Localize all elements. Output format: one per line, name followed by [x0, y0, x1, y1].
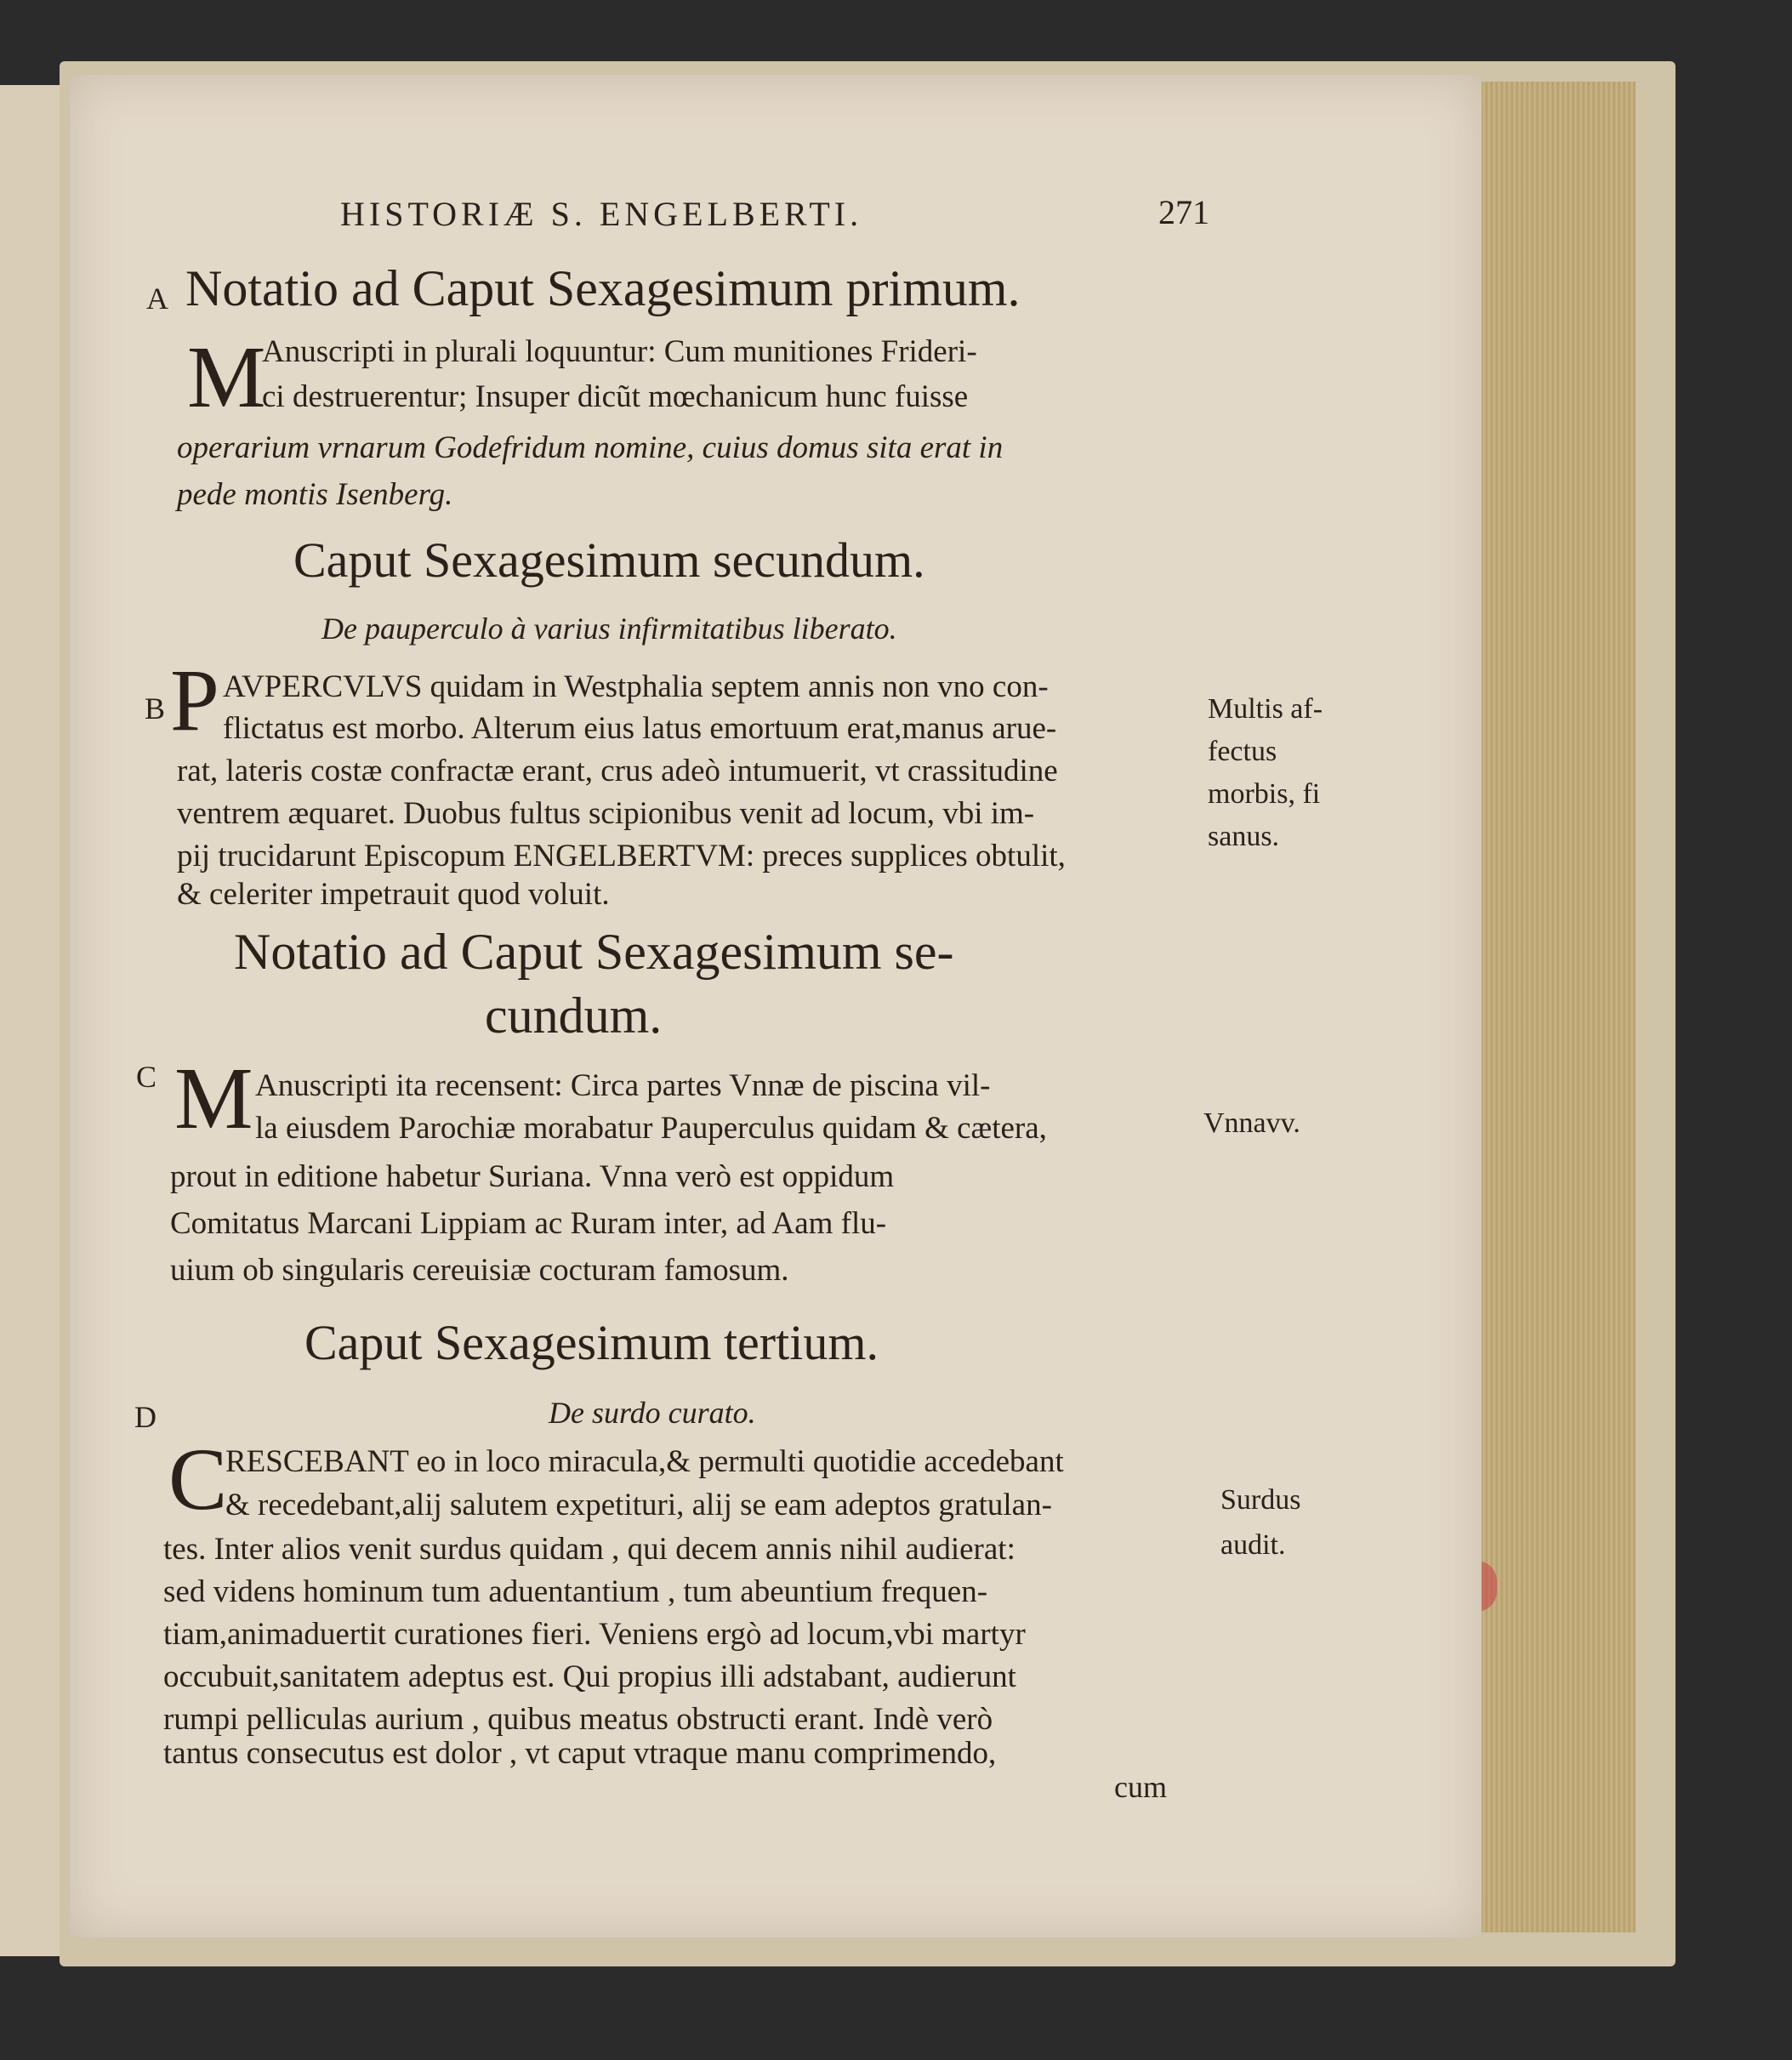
dropcap-m-2: M — [174, 1050, 253, 1147]
catchword: cum — [1114, 1770, 1167, 1804]
section-letter-b: B — [145, 691, 166, 726]
caput-63-title: Caput Sexagesimum tertium. — [304, 1315, 879, 1370]
notatio-62-title-1: Notatio ad Caput Sexagesimum se- — [234, 924, 954, 980]
margin-note-vnna: Vnnavv. — [1203, 1107, 1300, 1139]
margin-note-62-2: fectus — [1208, 736, 1277, 767]
caput-63-line-7: rumpi pelliculas aurium , quibus meatus obstructi erant. Indè verò — [163, 1702, 993, 1737]
margin-note-63-2: audit. — [1220, 1529, 1286, 1561]
dropcap-p: P — [170, 652, 219, 749]
caput-63-line-1: RESCEBANT eo in loco miracula,& permulti quotidie accedebant — [225, 1444, 1064, 1479]
caput-63-line-2: & recedebant,alij salutem expetituri, alij se eam adeptos gratulan- — [225, 1488, 1052, 1522]
margin-note-62-4: sanus. — [1208, 821, 1280, 852]
notatio-62-line-2: la eiusdem Parochiæ morabatur Pauperculus quidam & cætera, — [255, 1111, 1047, 1146]
caput-62-title: Caput Sexagesimum secundum. — [293, 532, 925, 588]
page-number: 271 — [1158, 193, 1209, 231]
caput-62-line-5: pij trucidarunt Episcopum ENGELBERTVM: preces supplices obtulit, — [177, 839, 1066, 874]
notatio-61-line-4: pede montis Isenberg. — [177, 477, 453, 512]
fore-edge — [1471, 82, 1636, 1932]
notatio-61-line-1: Anuscripti in plurali loquuntur: Cum munitiones Frideri- — [262, 334, 977, 369]
caput-62-line-6: & celeriter impetrauit quod voluit. — [177, 877, 610, 912]
caput-62-line-4: ventrem æquaret. Duobus fultus scipionibus venit ad locum, vbi im- — [177, 796, 1035, 831]
section-letter-c: C — [136, 1060, 157, 1094]
running-head: HISTORIÆ S. ENGELBERTI. — [340, 195, 863, 233]
notatio-62-line-4: Comitatus Marcani Lippiam ac Ruram inter, ad Aam flu- — [170, 1206, 887, 1241]
notatio-62-title-2: cundum. — [485, 987, 663, 1044]
caput-62-line-1: AVPERCVLVS quidam in Westphalia septem annis non vno con- — [223, 669, 1049, 704]
notatio-62-line-1: Anuscripti ita recensent: Circa partes Vnnæ de piscina vil- — [255, 1068, 991, 1103]
dropcap-m-1: M — [187, 328, 266, 426]
caput-63-line-5: tiam,animaduertit curationes fieri. Veniens ergò ad locum,vbi martyr — [163, 1617, 1026, 1652]
notatio-61-line-3: operarium vrnarum Godefridum nomine, cuius domus sita erat in — [177, 430, 1004, 465]
caput-63-line-3: tes. Inter alios venit surdus quidam , qui decem annis nihil audierat: — [163, 1532, 1015, 1567]
margin-note-63-1: Surdus — [1220, 1484, 1301, 1516]
left-page-edge — [0, 85, 65, 1956]
caput-62-line-3: rat, lateris costæ confractæ erant, crus adeò intumuerit, vt crassitudine — [177, 754, 1058, 788]
margin-note-62-3: morbis, fi — [1208, 778, 1321, 810]
caput-62-line-2: flictatus est morbo. Alterum eius latus emortuum erat,manus arue- — [223, 711, 1057, 746]
section-letter-a: A — [146, 282, 168, 316]
notatio-62-line-3: prout in editione habetur Suriana. Vnna verò est oppidum — [170, 1159, 895, 1194]
caput-63-line-6: occubuit,sanitatem adeptus est. Qui propius illi adstabant, audierunt — [163, 1659, 1016, 1694]
notatio-61-line-2: ci destruerentur; Insuper dicũt mœchanicum hunc fuisse — [262, 379, 969, 414]
notatio-61-title: Notatio ad Caput Sexagesimum primum. — [185, 260, 1021, 316]
caput-63-line-8: tantus consecutus est dolor , vt caput vtraque manu comprimendo, — [163, 1736, 997, 1771]
caput-63-subtitle: De surdo curato. — [549, 1396, 756, 1430]
notatio-62-line-5: uium ob singularis cereuisiæ cocturam famosum. — [170, 1253, 789, 1288]
dropcap-c: C — [168, 1431, 228, 1528]
caput-62-subtitle: De pauperculo à varius infirmitatibus liberato. — [321, 612, 897, 646]
section-letter-d: D — [134, 1400, 156, 1434]
margin-note-62-1: Multis af- — [1208, 693, 1323, 725]
caput-63-line-4: sed videns hominum tum aduentantium , tum abeuntium frequen- — [163, 1574, 988, 1609]
